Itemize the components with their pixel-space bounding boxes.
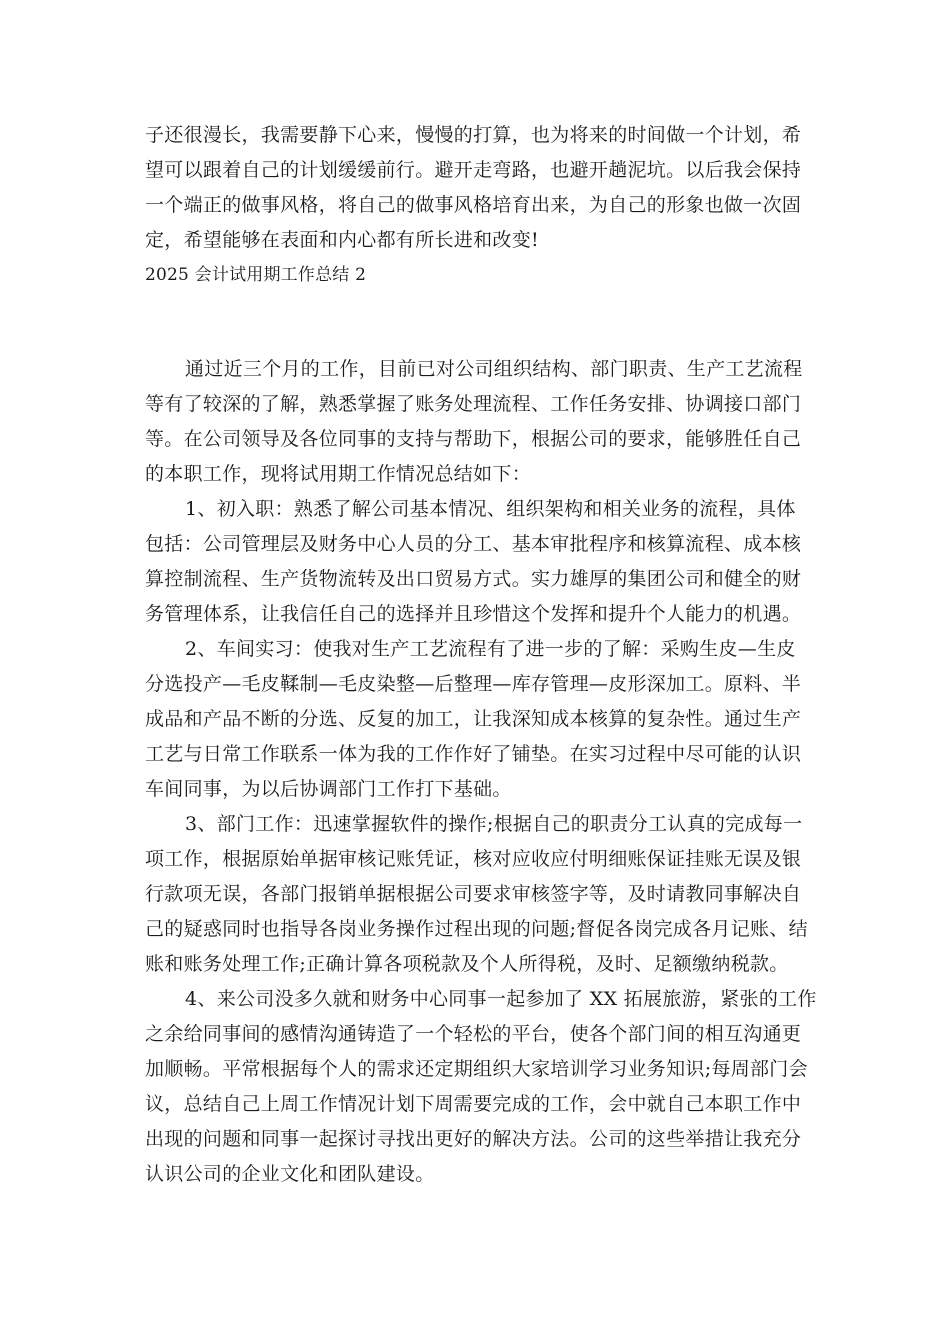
text-line: 算控制流程、生产货物流转及出口贸易方式。实力雄厚的集团公司和健全的财 [145,568,802,590]
text-line: 子还很漫长，我需要静下心来，慢慢的打算，也为将来的时间做一个计划，希 [145,124,802,146]
text-line: 定，希望能够在表面和内心都有所长进和改变! [145,229,539,251]
paragraph-item-2 [145,632,810,807]
text-line: 一个端正的做事风格，将自己的做事风格培育出来，为自己的形象也做一次固 [145,194,802,216]
text-line: 出现的问题和同事一起探讨寻找出更好的解决方法。公司的这些举措让我充分 [145,1128,802,1150]
section-heading: 2025 会计试用期工作总结 2 [145,265,367,285]
document-body [145,118,817,1192]
paragraph-item-1 [145,492,810,632]
text-line: 3、部门工作：迅速掌握软件的操作;根据自己的职责分工认真的完成每一 [185,813,803,835]
text-line: 包括：公司管理层及财务中心人员的分工、基本审批程序和核算流程、成本核 [145,533,802,555]
text-line: 项工作，根据原始单据审核记账凭证，核对应收应付明细账保证挂账无误及银 [145,848,802,870]
text-line: 之余给同事间的感情沟通铸造了一个轻松的平台，使各个部门间的相互沟通更 [145,1023,802,1045]
text-line: 己的疑惑同时也指导各岗业务操作过程出现的问题;督促各岗完成各月记账、结 [145,918,808,940]
paragraph-item-3 [145,807,810,982]
section-spacer [145,293,810,352]
paragraph-continuation [145,118,810,258]
text-line: 认识公司的企业文化和团队建设。 [145,1163,435,1185]
text-line: 工艺与日常工作联系一体为我的工作作好了铺垫。在实习过程中尽可能的认识 [145,743,802,765]
text-line: 车间同事，为以后协调部门工作打下基础。 [145,778,512,800]
text-line: 2、车间实习：使我对生产工艺流程有了进一步的了解：采购生皮—生皮 [185,638,796,660]
text-line: 议，总结自己上周工作情况计划下周需要完成的工作，会中就自己本职工作中 [145,1093,802,1115]
text-line: 的本职工作，现将试用期工作情况总结如下： [145,463,532,485]
text-line: 等有了较深的了解，熟悉掌握了账务处理流程、工作任务安排、协调接口部门 [145,393,802,415]
text-line: 望可以跟着自己的计划缓缓前行。避开走弯路，也避开趟泥坑。以后我会保持 [145,159,802,181]
text-line: 账和账务处理工作;正确计算各项税款及个人所得税，及时、足额缴纳税款。 [145,953,789,975]
paragraph-intro [145,352,810,492]
paragraph-item-4 [145,982,817,1192]
text-line: 加顺畅。平常根据每个人的需求还定期组织大家培训学习业务知识;每周部门会 [145,1058,808,1080]
text-line: 行款项无误，各部门报销单据根据公司要求审核签字等，及时请教同事解决自 [145,883,802,905]
text-line: 1、初入职：熟悉了解公司基本情况、组织架构和相关业务的流程，具体 [185,498,796,520]
text-line: 4、来公司没多久就和财务中心同事一起参加了 XX 拓展旅游，紧张的工作 [185,988,817,1010]
text-line: 成品和产品不断的分选、反复的加工，让我深知成本核算的复杂性。通过生产 [145,708,802,730]
text-line: 通过近三个月的工作，目前已对公司组织结构、部门职责、生产工艺流程 [185,358,803,380]
text-line: 分选投产—毛皮鞣制—毛皮染整—后整理—库存管理—皮形深加工。原料、半 [145,673,802,695]
text-line: 等。在公司领导及各位同事的支持与帮助下，根据公司的要求，能够胜任自己 [145,428,802,450]
text-line: 务管理体系，让我信任自己的选择并且珍惜这个发挥和提升个人能力的机遇。 [145,603,802,625]
